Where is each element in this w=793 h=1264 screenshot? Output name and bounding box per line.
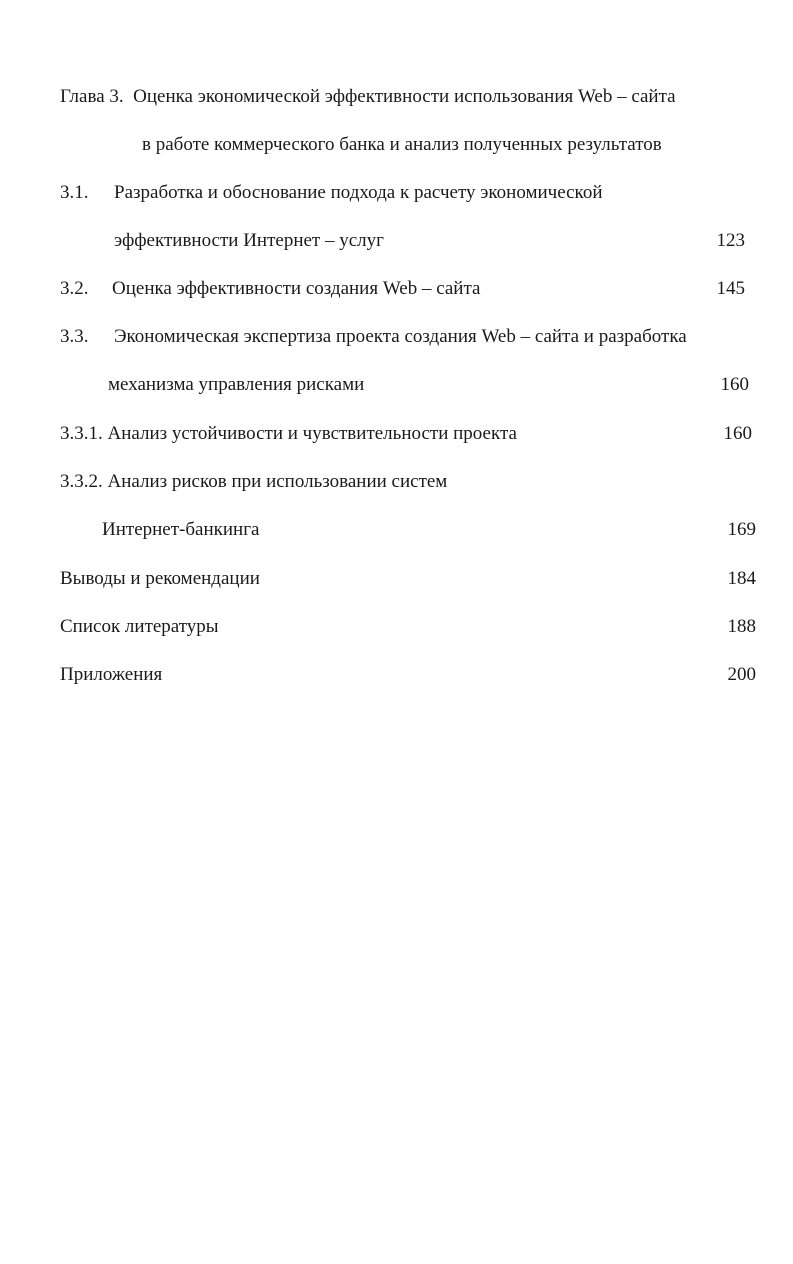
toc-entry-title: Анализ устойчивости и чувствительности проекта <box>107 423 517 444</box>
toc-entry-title: Оценка эффективности создания Web – сайта <box>112 278 481 299</box>
toc-entry-title: Разработка и обоснование подхода к расчету экономической <box>114 182 603 203</box>
toc-entry-number: 3.2. <box>60 278 89 299</box>
chapter-title-line1: Оценка экономической эффективности использования Web – сайта <box>133 86 676 107</box>
toc-entry-title: Экономическая экспертиза проекта создания Web – сайта и разработка <box>114 326 687 347</box>
toc-entry-title: Анализ рисков при использовании систем <box>107 471 448 492</box>
toc-entry-number: 3.3.2. <box>60 471 103 492</box>
toc-entry-continuation: Интернет-банкинга <box>102 519 260 540</box>
toc-entry-number: 3.3.1. <box>60 423 103 444</box>
toc-entry-page: 200 <box>727 664 756 685</box>
toc-entry-page: 123 <box>716 230 745 251</box>
toc-entry-3-3-1[interactable] <box>60 423 517 445</box>
toc-entry-3-1[interactable] <box>60 182 603 204</box>
toc-entry-3-3-2[interactable] <box>60 471 447 493</box>
toc-entry-3-2[interactable] <box>60 278 480 300</box>
toc-entry-continuation: эффективности Интернет – услуг <box>114 230 384 251</box>
toc-entry-number: 3.1. <box>60 182 89 203</box>
toc-entry-bibliography[interactable]: Список литературы <box>60 616 219 637</box>
toc-entry-page: 160 <box>720 374 749 395</box>
toc-entry-page: 188 <box>727 616 756 637</box>
toc-entry-number: 3.3. <box>60 326 89 347</box>
toc-entry-page: 169 <box>727 519 756 540</box>
toc-entry-3-3[interactable] <box>60 326 687 348</box>
toc-entry-page: 184 <box>727 568 756 589</box>
toc-entry-appendices[interactable]: Приложения <box>60 664 163 685</box>
toc-entry-continuation: механизма управления рисками <box>108 374 365 395</box>
toc-entry-conclusions[interactable]: Выводы и рекомендации <box>60 568 260 589</box>
toc-entry-page: 145 <box>716 278 745 299</box>
chapter-title-line2: в работе коммерческого банка и анализ полученных результатов <box>142 134 662 155</box>
toc-entry-page: 160 <box>723 423 752 444</box>
chapter-heading <box>60 86 676 108</box>
chapter-label: Глава 3. <box>60 86 124 107</box>
